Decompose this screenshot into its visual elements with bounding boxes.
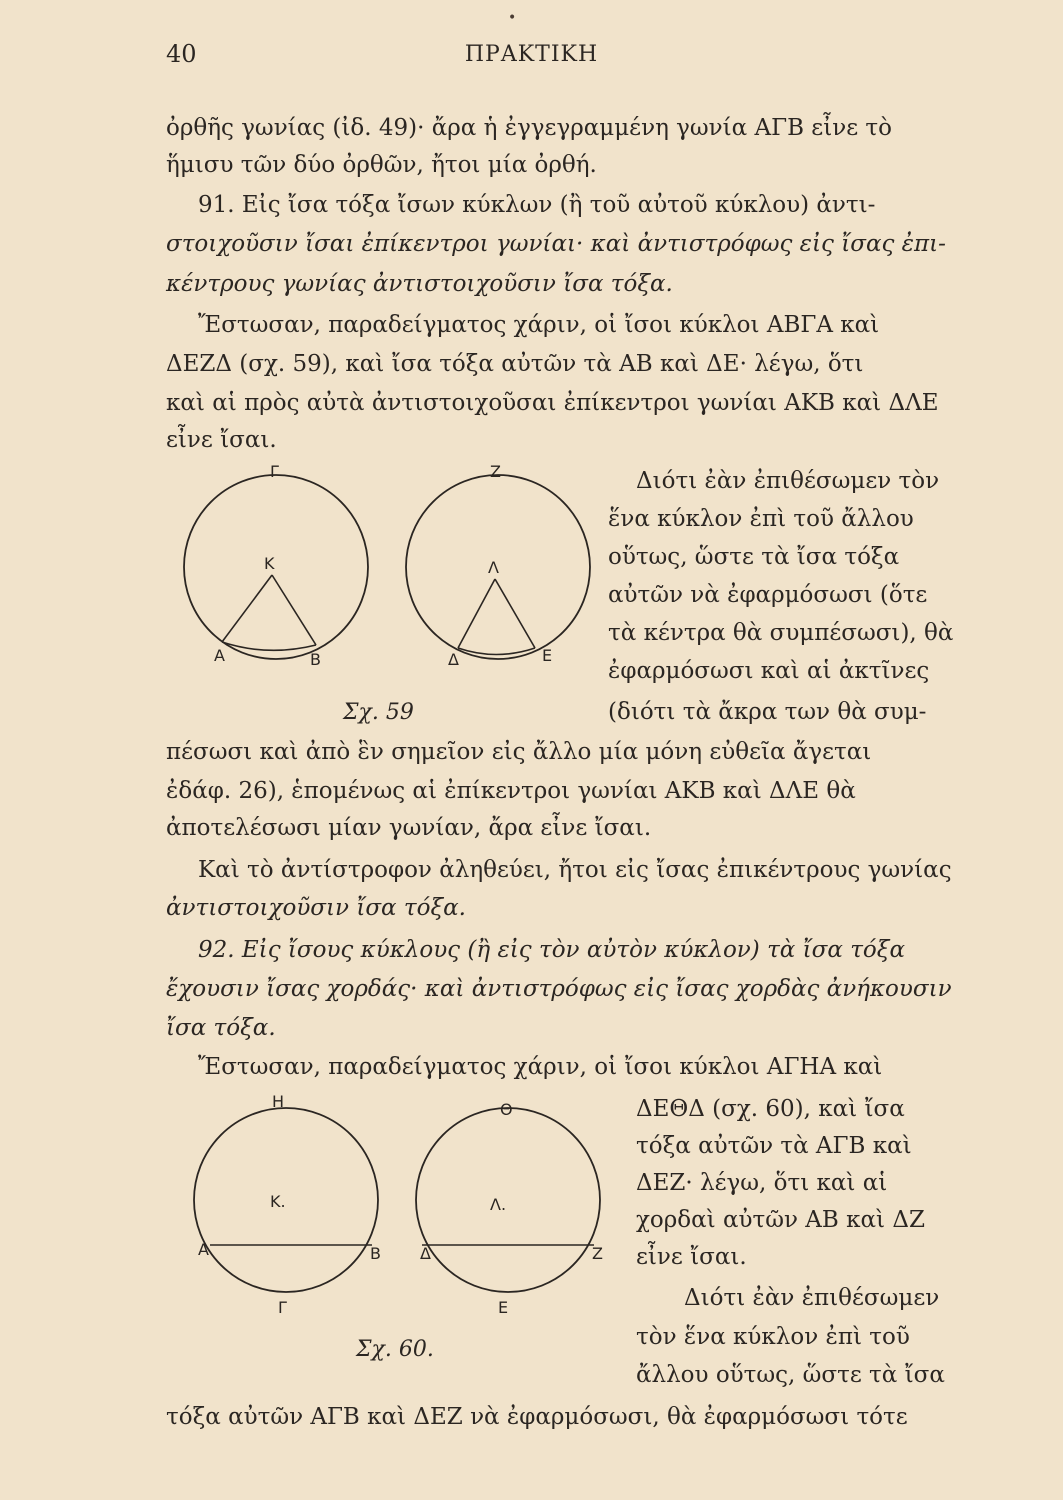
text-line: ὀρθῆς γωνίας (ἰδ. 49)· ἄρα ἡ ἐγγεγραμμένη γωνία ΑΓΒ εἶνε τὸ bbox=[166, 115, 892, 141]
label-delta: Δ bbox=[420, 1244, 431, 1263]
radius-kb bbox=[272, 575, 316, 645]
text-line: Διότι ἐὰν ἐπιθέσωμεν bbox=[684, 1285, 940, 1311]
ornament: • bbox=[508, 10, 517, 26]
text-line: ἀποτελέσωσι μίαν γωνίαν, ἄρα εἶνε ἴσαι. bbox=[166, 815, 652, 841]
text-line: Διότι ἐὰν ἐπιθέσωμεν τὸν bbox=[636, 468, 940, 494]
text-line: τόξα αὐτῶν τὰ ΑΓΒ καὶ bbox=[636, 1133, 912, 1159]
text-line: χορδαὶ αὐτῶν ΑΒ καὶ ΔΖ bbox=[636, 1207, 925, 1233]
figure-60-caption: Σχ. 60. bbox=[356, 1337, 434, 1362]
proposition-92-line: ἴσα τόξα. bbox=[166, 1015, 276, 1041]
label-k: Κ bbox=[264, 554, 275, 573]
text-line: Ἔστωσαν, παραδείγματος χάριν, οἱ ἴσοι κύκλοι ΑΓΗΑ καὶ bbox=[198, 1054, 883, 1080]
text-line: εἶνε ἴσαι. bbox=[166, 427, 277, 453]
proposition-91-line: 91. Εἰς ἴσα τόξα ἴσων κύκλων (ἢ τοῦ αὐτοῦ κύκλου) ἀντι- bbox=[198, 192, 876, 218]
label-epsilon: Ε bbox=[542, 646, 553, 665]
text-line: ἕνα κύκλον ἐπὶ τοῦ ἄλλου bbox=[608, 506, 914, 532]
label-beta: Β bbox=[370, 1244, 381, 1263]
text-line: (διότι τὰ ἄκρα των θὰ συμ- bbox=[608, 699, 927, 725]
text-line: οὕτως, ὥστε τὰ ἴσα τόξα bbox=[608, 544, 900, 570]
page-number: 40 bbox=[166, 40, 197, 68]
text-line: Ἔστωσαν, παραδείγματος χάριν, οἱ ἴσοι κύκλοι ΑΒΓΑ καὶ bbox=[198, 312, 880, 338]
text-line: ΔΕΘΔ (σχ. 60), καὶ ἴσα bbox=[636, 1096, 905, 1122]
label-theta: Θ bbox=[500, 1100, 513, 1119]
label-gamma: Γ bbox=[278, 1298, 287, 1317]
text-line: τόξα αὐτῶν ΑΓΒ καὶ ΔΕΖ νὰ ἐφαρμόσωσι, θὰ ἐφαρμόσωσι τότε bbox=[166, 1404, 908, 1430]
text-line: καὶ αἱ πρὸς αὐτὰ ἀντιστοιχοῦσαι ἐπίκεντροι γωνίαι ΑΚΒ καὶ ΔΛΕ bbox=[166, 390, 939, 416]
figure-60 bbox=[190, 1095, 620, 1325]
label-zeta: Ζ bbox=[592, 1244, 603, 1263]
text-line: πέσωσι καὶ ἀπὸ ἓν σημεῖον εἰς ἄλλο μία μόνη εὐθεῖα ἄγεται bbox=[166, 739, 872, 765]
text-line: αὐτῶν νὰ ἐφαρμόσωσι (ὅτε bbox=[608, 582, 928, 608]
label-beta: Β bbox=[310, 650, 321, 669]
text-line: ΔΕΖ· λέγω, ὅτι καὶ αἱ bbox=[636, 1170, 888, 1196]
text-line: ἥμισυ τῶν δύο ὀρθῶν, ἤτοι μία ὀρθή. bbox=[166, 152, 597, 178]
label-delta: Δ bbox=[448, 650, 459, 669]
text-line: Καὶ τὸ ἀντίστροφον ἀληθεύει, ἤτοι εἰς ἴσας ἐπικέντρους γωνίας bbox=[198, 857, 952, 883]
label-gamma: Γ bbox=[270, 462, 279, 481]
proposition-91-line: στοιχοῦσιν ἴσαι ἐπίκεντροι γωνίαι· καὶ ἀντιστρόφως εἰς ἴσας ἐπι- bbox=[166, 231, 946, 257]
text-line: ἄλλου οὕτως, ὥστε τὰ ἴσα bbox=[636, 1362, 945, 1388]
text-line: ἀντιστοιχοῦσιν ἴσα τόξα. bbox=[166, 895, 466, 921]
circle-agha bbox=[194, 1108, 378, 1292]
text-line: ΔΕΖΔ (σχ. 59), καὶ ἴσα τόξα αὐτῶν τὰ ΑΒ καὶ ΔΕ· λέγω, ὅτι bbox=[166, 351, 864, 377]
label-lambda: Λ bbox=[488, 558, 499, 577]
radius-ld bbox=[458, 579, 495, 648]
text-line: τὸν ἕνα κύκλον ἐπὶ τοῦ bbox=[636, 1324, 910, 1350]
label-k: Κ. bbox=[270, 1192, 286, 1211]
figure-59-caption: Σχ. 59 bbox=[343, 700, 414, 725]
circle-dethd bbox=[416, 1108, 600, 1292]
text-line: ἐφαρμόσωσι καὶ αἱ ἀκτῖνες bbox=[608, 658, 930, 684]
radius-ka bbox=[222, 575, 272, 642]
label-lambda: Λ. bbox=[490, 1195, 507, 1214]
proposition-92-line: ἔχουσιν ἴσας χορδάς· καὶ ἀντιστρόφως εἰς ἴσας χορδὰς ἀνήκουσιν bbox=[166, 976, 952, 1002]
proposition-91-line: κέντρους γωνίας ἀντιστοιχοῦσιν ἴσα τόξα. bbox=[166, 271, 673, 297]
label-eta: Η bbox=[272, 1095, 285, 1111]
circle-abga bbox=[184, 475, 368, 659]
arc-de bbox=[458, 648, 535, 655]
label-zeta: Ζ bbox=[490, 462, 501, 481]
label-epsilon: Ε bbox=[498, 1298, 509, 1317]
radius-le bbox=[495, 579, 535, 648]
label-alpha: Α bbox=[198, 1240, 209, 1259]
text-line: τὰ κέντρα θὰ συμπέσωσι), θὰ bbox=[608, 620, 954, 646]
text-line: εἶνε ἴσαι. bbox=[636, 1244, 747, 1270]
text-line: ἐδάφ. 26), ἑπομένως αἱ ἐπίκεντροι γωνίαι ΑΚΒ καὶ ΔΛΕ θὰ bbox=[166, 778, 856, 804]
proposition-92-line: 92. Εἰς ἴσους κύκλους (ἢ εἰς τὸν αὐτὸν κύκλον) τὰ ἴσα τόξα bbox=[198, 937, 905, 963]
figure-59 bbox=[180, 455, 600, 695]
label-alpha: Α bbox=[214, 646, 225, 665]
running-title: ΠΡΑΚΤΙΚΗ bbox=[464, 42, 599, 67]
